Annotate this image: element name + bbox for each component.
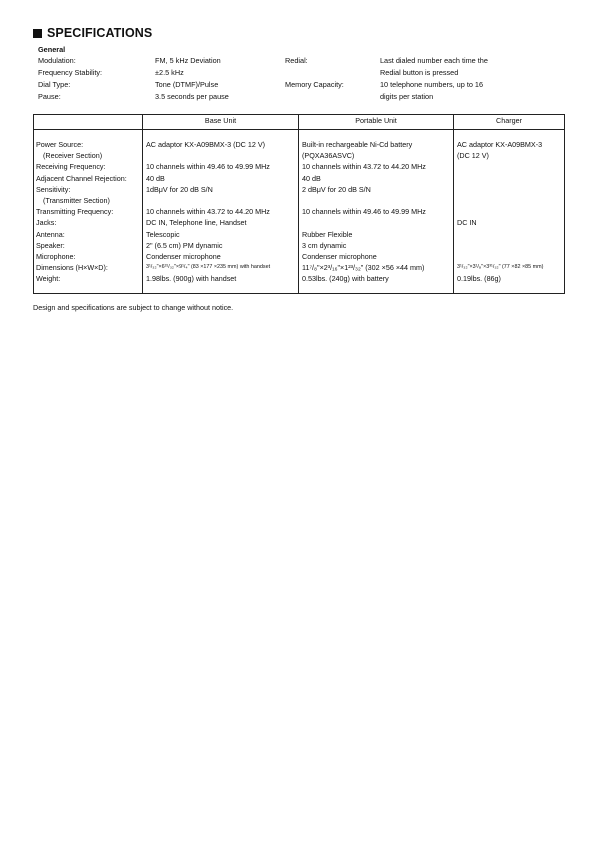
table-row: [34, 195, 565, 206]
table-header-row: [34, 115, 565, 130]
spec-label: Frequency Stability:: [38, 68, 103, 77]
portable-unit-cell: 3 cm dynamic: [299, 240, 454, 251]
spec-value: Tone (DTMF)/Pulse: [155, 80, 219, 89]
base-unit-cell: 40 dB: [143, 173, 299, 184]
page-title: SPECIFICATIONS: [47, 26, 153, 40]
general-subtitle: General: [38, 45, 66, 54]
portable-unit-cell: 11⁷/₈"×2³/₁₆"×1²³/₃₂" (302 ×56 ×44 mm): [299, 262, 454, 273]
row-label: Antenna:: [36, 229, 65, 239]
charger-cell: 3¹/₃₂"×3¹/₈"×3³¹/₃₂" (77 ×82 ×85 mm): [454, 262, 565, 273]
spec-label: Redial:: [285, 56, 308, 65]
base-unit-cell: DC IN, Telephone line, Handset: [143, 217, 299, 228]
row-label: Power Source:: [36, 140, 84, 149]
row-label: Microphone:: [36, 252, 76, 262]
charger-cell: [454, 161, 565, 172]
table-row: [34, 161, 565, 172]
row-label: (Receiver Section): [43, 151, 103, 161]
spec-value: Redial button is pressed: [380, 68, 459, 77]
portable-unit-cell: 0.53lbs. (240g) with battery: [299, 273, 454, 293]
charger-cell: [454, 240, 565, 251]
general-right-values: [380, 55, 488, 103]
column-header: Charger: [454, 115, 565, 130]
portable-unit-cell: (PQXA36ASVC): [299, 150, 454, 161]
base-unit-cell: Telescopic: [143, 229, 299, 240]
row-label: Sensitivity:: [36, 184, 71, 194]
charger-cell: DC IN: [454, 217, 565, 228]
base-unit-cell: [143, 150, 299, 161]
table-row: [34, 240, 565, 251]
portable-unit-cell: Condenser microphone: [299, 251, 454, 262]
row-label: Adjacent Channel Rejection:: [36, 173, 127, 183]
table-row: [34, 217, 565, 228]
row-label: Weight:: [36, 274, 61, 284]
base-unit-cell: 1dBμV for 20 dB S/N: [143, 184, 299, 195]
column-header: [34, 115, 143, 130]
base-unit-cell: [143, 195, 299, 206]
table-row: [34, 130, 565, 151]
base-unit-cell: 10 channels within 49.46 to 49.99 MHz: [143, 161, 299, 172]
spec-value: 3.5 seconds per pause: [155, 92, 229, 101]
base-unit-cell: Condenser microphone: [143, 251, 299, 262]
portable-unit-cell: [299, 195, 454, 206]
column-header: Base Unit: [143, 115, 299, 130]
portable-unit-cell: 10 channels within 49.46 to 49.99 MHz: [299, 206, 454, 217]
spec-value: 10 telephone numbers, up to 16: [380, 80, 484, 89]
spec-label: Memory Capacity:: [285, 80, 344, 89]
column-header: Portable Unit: [299, 115, 454, 130]
portable-unit-cell: 40 dB: [299, 173, 454, 184]
base-unit-cell: 10 channels within 43.72 to 44.20 MHz: [143, 206, 299, 217]
charger-cell: [454, 251, 565, 262]
portable-unit-cell: Built-in rechargeable Ni-Cd battery: [299, 130, 454, 151]
base-unit-cell: 1.98lbs. (900g) with handset: [143, 273, 299, 293]
base-unit-cell: 2" (6.5 cm) PM dynamic: [143, 240, 299, 251]
charger-cell: [454, 173, 565, 184]
row-label: Jacks:: [36, 218, 57, 228]
charger-cell: [454, 184, 565, 195]
charger-cell: [454, 195, 565, 206]
charger-cell: [454, 229, 565, 240]
footer-note: Design and specifications are subject to change without notice.: [33, 303, 234, 312]
table-row: [34, 173, 565, 184]
general-left-values: [155, 55, 229, 103]
table-row: [34, 206, 565, 217]
table-row: [34, 229, 565, 240]
square-bullet-icon: [33, 29, 42, 38]
general-left-labels: [38, 55, 102, 103]
row-label: Dimensions (H×W×D):: [36, 263, 108, 273]
table-row: [34, 150, 565, 161]
charger-cell: AC adaptor KX-A09BMX-3: [454, 130, 565, 151]
general-right-labels: [285, 55, 344, 91]
table-row: [34, 273, 565, 293]
charger-cell: 0.19lbs. (86g): [454, 273, 565, 293]
spec-label: Modulation:: [38, 56, 76, 65]
base-unit-cell: 3¹/₃₂"×6³¹/₃₂"×9¹/₄" (83 ×177 ×235 mm) with handset: [143, 262, 299, 273]
row-label: Speaker:: [36, 240, 65, 250]
table-row: [34, 251, 565, 262]
charger-cell: (DC 12 V): [454, 150, 565, 161]
portable-unit-cell: [299, 217, 454, 228]
row-label: (Transmitter Section): [43, 196, 110, 206]
spec-value: digits per station: [380, 92, 434, 101]
row-label: Transmitting Frequency:: [36, 207, 114, 217]
portable-unit-cell: 10 channels within 43.72 to 44.20 MHz: [299, 161, 454, 172]
portable-unit-cell: Rubber Flexible: [299, 229, 454, 240]
charger-cell: [454, 206, 565, 217]
table-row: [34, 184, 565, 195]
spec-table: [33, 114, 565, 294]
row-label: Receiving Frequency:: [36, 162, 106, 172]
table-row: [34, 262, 565, 273]
spec-label: Pause:: [38, 92, 61, 101]
spec-label: Dial Type:: [38, 80, 71, 89]
spec-value: Last dialed number each time the: [380, 56, 488, 65]
base-unit-cell: AC adaptor KX-A09BMX-3 (DC 12 V): [143, 130, 299, 151]
section-heading: [33, 26, 152, 40]
portable-unit-cell: 2 dBμV for 20 dB S/N: [299, 184, 454, 195]
spec-value: FM, 5 kHz Deviation: [155, 56, 221, 65]
spec-value: ±2.5 kHz: [155, 68, 184, 77]
